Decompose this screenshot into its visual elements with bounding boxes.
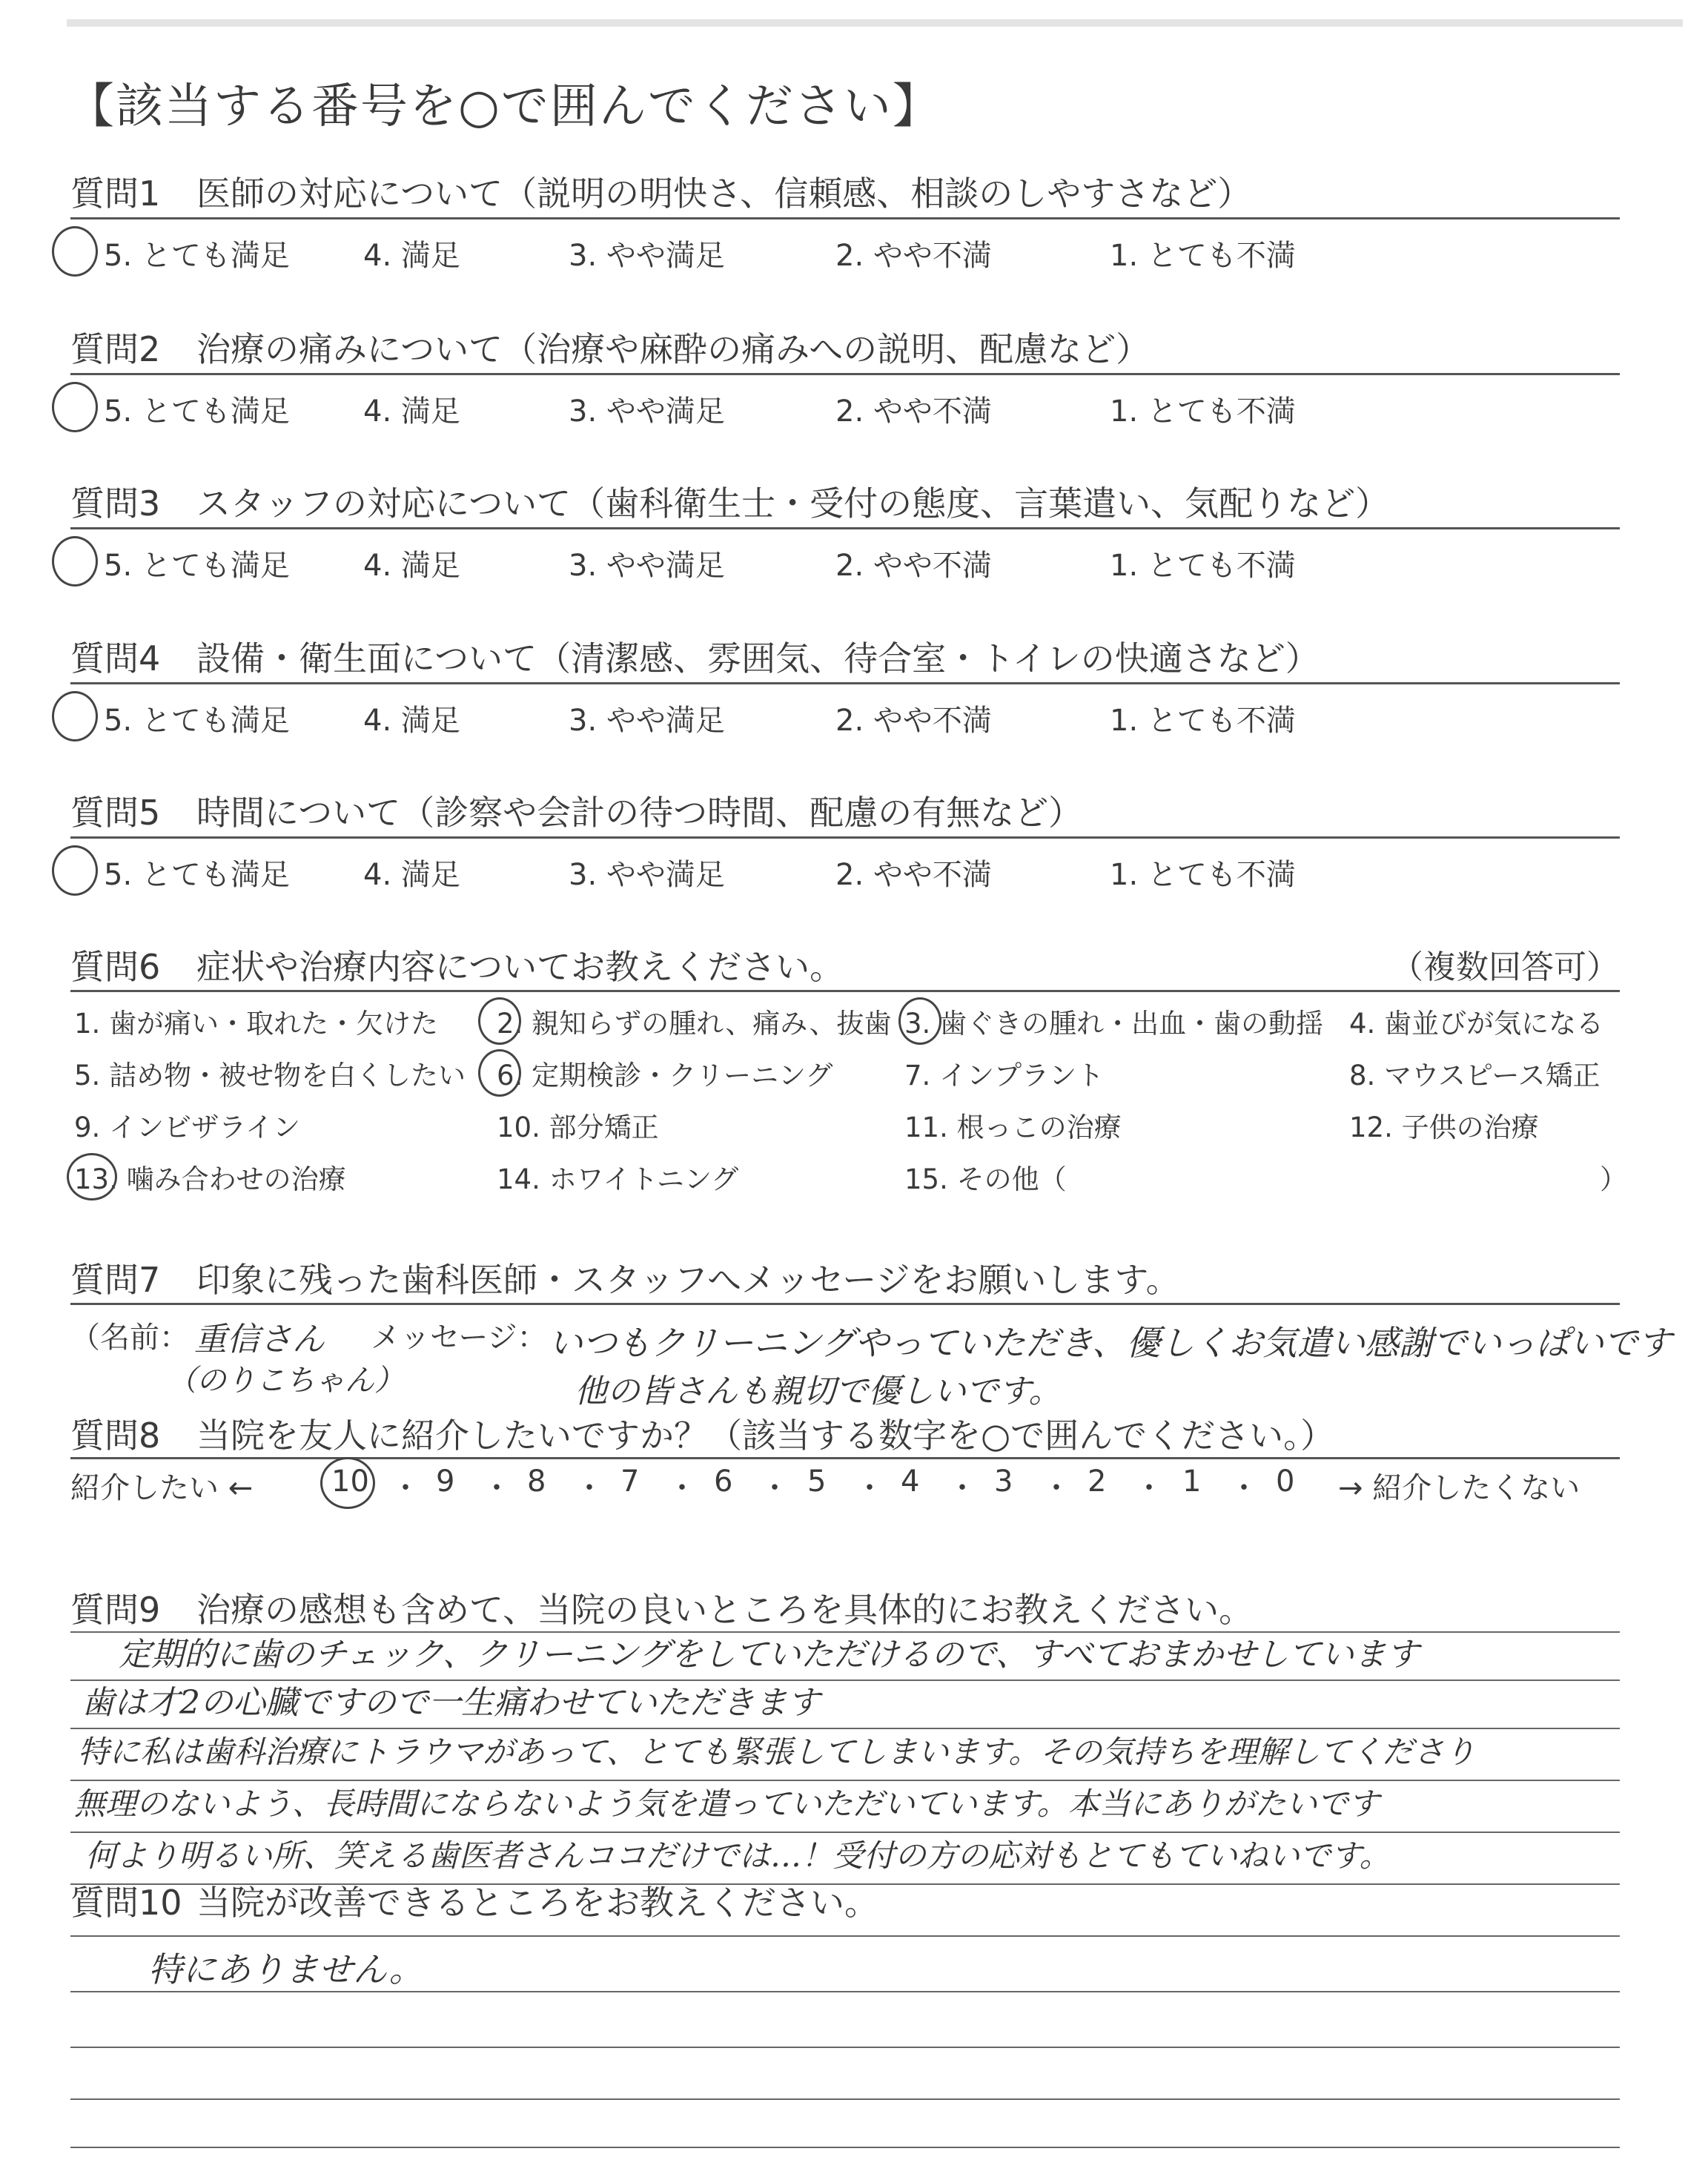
q6-circle-3 [898, 997, 941, 1045]
q7-message-label: メッセージ： [371, 1321, 547, 1355]
q8-scale-dot: ・ [947, 1471, 977, 1505]
q3-number: 質問3 [70, 483, 161, 524]
q6-option-4[interactable]: 4. 歯並びが気になる [1349, 1008, 1604, 1040]
q3-option-1[interactable]: 1. とても不満 [1110, 549, 1296, 583]
q8-circle-10 [320, 1457, 375, 1509]
q8-scale-10[interactable]: 10 [331, 1464, 369, 1499]
q8-scale-dot: ・ [667, 1471, 697, 1505]
q3-option-4[interactable]: 4. 満足 [363, 549, 460, 583]
q6-option-12[interactable]: 12. 子供の治療 [1349, 1112, 1539, 1143]
q3-rule [70, 527, 1620, 529]
q6-option-5[interactable]: 5. 詰め物・被せ物を白くしたい [74, 1060, 466, 1091]
q6-option-11[interactable]: 11. 根っこの治療 [904, 1112, 1122, 1143]
q2-option-2[interactable]: 2. やや不満 [835, 394, 992, 429]
q3-heading [70, 477, 1389, 526]
q9-handwritten-line-1: 定期的に歯のチェック、クリーニングをしていただけるので、すべておまかせしています [119, 1636, 1420, 1674]
q6-number: 質問6 [70, 947, 161, 987]
q3-option-5[interactable]: 5. とても満足 [104, 549, 290, 583]
scan-top-edge [67, 19, 1683, 27]
q2-rule [70, 373, 1620, 375]
q8-scale-2[interactable]: 2 [1088, 1464, 1107, 1499]
q6-circle-2 [478, 997, 521, 1045]
q6-multiple-note: （複数回答可） [1391, 948, 1619, 986]
q4-option-2[interactable]: 2. やや不満 [835, 704, 992, 738]
q1-option-2[interactable]: 2. やや不満 [835, 239, 992, 273]
q7-handwritten-name: 重信さん [194, 1321, 325, 1358]
q7-handwritten-message-2: 他の皆さんも親切で優しいです。 [575, 1373, 1062, 1410]
q1-number: 質問1 [70, 174, 161, 214]
q8-scale-7[interactable]: 7 [620, 1464, 640, 1499]
q8-heading [70, 1409, 1334, 1458]
q9-handwritten-line-3: 特に私は歯科治療にトラウマがあって、とても緊張してしまいます。その気持ちを理解してくださり [78, 1734, 1476, 1770]
q8-scale-4[interactable]: 4 [901, 1464, 920, 1499]
q2-text: 治療の痛みについて（治療や麻酔の痛みへの説明、配慮など） [196, 329, 1151, 369]
page-title: 【該当する番号を○で囲んでください】 [67, 79, 941, 134]
q6-option-1[interactable]: 1. 歯が痛い・取れた・欠けた [74, 1008, 439, 1040]
q8-scale-dot: ・ [1042, 1471, 1071, 1505]
q4-selected-circle [52, 691, 98, 742]
q6-option-6[interactable]: 6. 定期検診・クリーニング [497, 1060, 833, 1091]
q10-number: 質問10 [70, 1883, 182, 1923]
q8-scale-dot: ・ [391, 1471, 420, 1505]
q9-handwritten-line-5: 何より明るい所、笑える歯医者さんココだけでは…！受付の方の応対もとてもていねいです。 [85, 1837, 1391, 1874]
q4-text: 設備・衛生面について（清潔感、雰囲気、待合室・トイレの快適さなど） [196, 638, 1320, 678]
q8-right-label: → 紹介したくない [1338, 1471, 1580, 1505]
q2-option-3[interactable]: 3. やや満足 [569, 394, 725, 429]
q6-option-2[interactable]: 2. 親知らずの腫れ、痛み、抜歯 [497, 1008, 892, 1040]
q8-scale-dot: ・ [1229, 1471, 1259, 1505]
q10-line-1 [70, 1935, 1620, 1937]
q1-option-1[interactable]: 1. とても不満 [1110, 239, 1296, 273]
q4-option-5[interactable]: 5. とても満足 [104, 704, 290, 738]
q6-option-15[interactable]: 15. その他（ [904, 1163, 1067, 1195]
q10-heading [70, 1876, 878, 1925]
q9-handwritten-line-4: 無理のないよう、長時間にならないよう気を遣っていただいています。本当にありがたいです [74, 1786, 1380, 1822]
q2-number: 質問2 [70, 329, 161, 369]
q1-rule [70, 217, 1620, 219]
q8-scale-dot: ・ [1134, 1471, 1164, 1505]
q1-option-5[interactable]: 5. とても満足 [104, 239, 290, 273]
q6-option-7[interactable]: 7. インプラント [904, 1060, 1105, 1091]
q8-scale-5[interactable]: 5 [807, 1464, 827, 1499]
q3-selected-circle [52, 536, 98, 587]
q9-handwritten-line-2: 歯は才2の心臓ですので一生痛わせていただきます [82, 1684, 820, 1722]
q5-option-5[interactable]: 5. とても満足 [104, 858, 290, 892]
q10-text: 当院が改善できるところをお教えください。 [196, 1883, 878, 1923]
q5-selected-circle [52, 845, 98, 896]
q8-scale-dot: ・ [575, 1471, 604, 1505]
q6-option-15-close: ） [1600, 1163, 1627, 1195]
q3-text: スタッフの対応について（歯科衛生士・受付の態度、言葉遣い、気配りなど） [196, 483, 1390, 524]
q4-option-3[interactable]: 3. やや満足 [569, 704, 725, 738]
q2-selected-circle [52, 382, 98, 432]
q7-number: 質問7 [70, 1260, 161, 1300]
q8-scale-3[interactable]: 3 [994, 1464, 1013, 1499]
q6-circle-13 [67, 1153, 117, 1200]
q10-line-4 [70, 2098, 1620, 2100]
q8-scale-dot: ・ [855, 1471, 884, 1505]
q5-option-3[interactable]: 3. やや満足 [569, 858, 725, 892]
q4-number: 質問4 [70, 638, 161, 678]
q9-text: 治療の感想も含めて、当院の良いところを具体的にお教えください。 [196, 1590, 1254, 1630]
q6-circle-6 [478, 1049, 521, 1097]
q7-handwritten-nickname: （のりこちゃん） [167, 1364, 404, 1398]
q10-handwritten-answer: 特にありません。 [148, 1949, 423, 1989]
q6-option-14[interactable]: 14. ホワイトニング [497, 1163, 739, 1195]
q8-rule [70, 1457, 1620, 1459]
q2-heading [70, 323, 1150, 371]
q4-option-1[interactable]: 1. とても不満 [1110, 704, 1296, 738]
q7-handwritten-message-1: いつもクリーニングやっていただき、優しくお気遣い感謝でいっぱいです [549, 1323, 1672, 1363]
q5-option-2[interactable]: 2. やや不満 [835, 858, 992, 892]
q3-option-2[interactable]: 2. やや不満 [835, 549, 992, 583]
q4-option-4[interactable]: 4. 満足 [363, 704, 460, 738]
q6-option-10[interactable]: 10. 部分矯正 [497, 1112, 659, 1143]
q8-text: 当院を友人に紹介したいですか？（該当する数字を○で囲んでください。） [196, 1416, 1335, 1456]
q8-scale-0[interactable]: 0 [1276, 1464, 1295, 1499]
q8-scale-dot: ・ [760, 1471, 790, 1505]
q9-number: 質問9 [70, 1590, 161, 1630]
q1-text: 医師の対応について（説明の明快さ、信頼感、相談のしやすさなど） [196, 174, 1252, 214]
q6-rule [70, 990, 1620, 992]
q5-text: 時間について（診察や会計の待つ時間、配慮の有無など） [196, 793, 1083, 833]
q8-scale-8[interactable]: 8 [527, 1464, 546, 1499]
q5-rule [70, 836, 1620, 839]
q6-heading [70, 940, 844, 989]
q3-option-3[interactable]: 3. やや満足 [569, 549, 725, 583]
q4-rule [70, 682, 1620, 684]
q7-rule [70, 1303, 1620, 1305]
q5-number: 質問5 [70, 793, 161, 833]
q2-option-5[interactable]: 5. とても満足 [104, 394, 290, 429]
q1-option-4[interactable]: 4. 満足 [363, 239, 460, 273]
q6-option-8[interactable]: 8. マウスピース矯正 [1349, 1060, 1601, 1091]
q10-line-3 [70, 2047, 1620, 2048]
q1-selected-circle [52, 226, 98, 277]
q6-option-9[interactable]: 9. インビザライン [74, 1112, 300, 1143]
q1-heading [70, 167, 1251, 216]
q5-option-1[interactable]: 1. とても不満 [1110, 858, 1296, 892]
q2-option-4[interactable]: 4. 満足 [363, 394, 460, 429]
q6-option-3[interactable]: 3. 歯ぐきの腫れ・出血・歯の動揺 [904, 1008, 1324, 1040]
q10-line-5 [70, 2147, 1620, 2148]
q4-heading [70, 632, 1320, 681]
q8-left-label: 紹介したい ← [70, 1471, 254, 1505]
q1-option-3[interactable]: 3. やや満足 [569, 239, 725, 273]
q9-heading [70, 1583, 1253, 1632]
q7-heading [70, 1253, 1180, 1302]
q8-scale-6[interactable]: 6 [714, 1464, 733, 1499]
q2-option-1[interactable]: 1. とても不満 [1110, 394, 1296, 429]
q6-option-13[interactable]: 13. 噛み合わせの治療 [74, 1163, 346, 1195]
q8-number: 質問8 [70, 1416, 161, 1456]
q8-scale-dot: ・ [482, 1471, 512, 1505]
q5-option-4[interactable]: 4. 満足 [363, 858, 460, 892]
q8-scale-9[interactable]: 9 [436, 1464, 455, 1499]
q6-text: 症状や治療内容についてお教えください。 [196, 947, 844, 987]
q5-heading [70, 786, 1082, 835]
q7-name-label: （名前： [70, 1321, 189, 1355]
q8-scale-1[interactable]: 1 [1182, 1464, 1202, 1499]
q7-text: 印象に残った歯科医師・スタッフへメッセージをお願いします。 [196, 1260, 1180, 1300]
